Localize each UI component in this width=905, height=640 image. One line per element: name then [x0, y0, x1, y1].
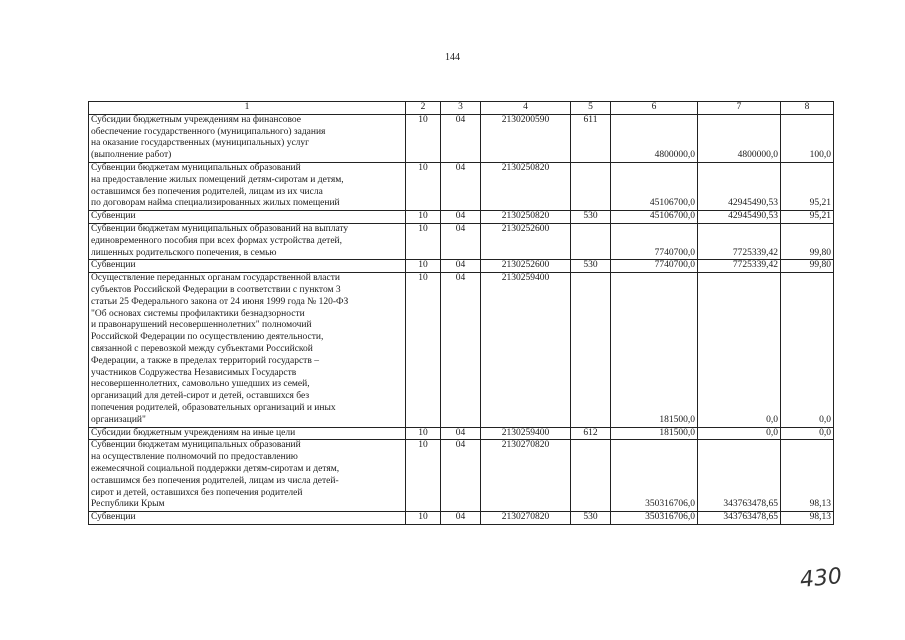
- description-line: обеспечение государственного (муниципального) задания: [91, 126, 326, 137]
- description-line: Республики Крым: [91, 499, 165, 510]
- table-row: [89, 114, 834, 162]
- executed-amount: 0,0: [698, 427, 781, 440]
- execution-percent: 100,0: [781, 114, 834, 162]
- description-line: статьи 25 Федерального закона от 24 июня 1999 года № 120-ФЗ: [91, 296, 349, 307]
- target-article-code: 2130259400: [481, 273, 571, 427]
- table-row: [89, 223, 834, 259]
- target-article-code: 2130252600: [481, 223, 571, 259]
- table-row: [89, 260, 834, 273]
- planned-amount: 4800000,0: [611, 114, 698, 162]
- description-line: оставшимся без попечения родителей, лицам из числа детей-: [91, 475, 339, 486]
- execution-percent: 95,21: [781, 211, 834, 224]
- executed-amount: 42945490,53: [698, 162, 781, 210]
- description-line: Субвенции бюджетам муниципальных образований: [91, 440, 301, 451]
- table-body: [89, 102, 834, 525]
- section-code: 10: [406, 114, 441, 162]
- description-line: Субсидии бюджетным учреждениям на финансовое: [91, 114, 301, 125]
- header-cell: 1: [89, 102, 406, 115]
- description-line: Субвенции бюджетам муниципальных образований на выплату: [91, 223, 349, 234]
- table-row: [89, 273, 834, 427]
- table-row: [89, 440, 834, 512]
- executed-amount: 7725339,42: [698, 223, 781, 259]
- description-line: субъектов Российской Федерации в соответствии с пунктом 3: [91, 284, 341, 295]
- description-line: Осуществление переданных органам государственной власти: [91, 273, 340, 284]
- description-line: и правонарушений несовершеннолетних" полномочий: [91, 320, 312, 331]
- page-number: 144: [445, 52, 460, 63]
- planned-amount: 181500,0: [611, 273, 698, 427]
- description-line: участников Содружества Независимых Государств: [91, 367, 297, 378]
- description-line: несовершеннолетних, самовольно ушедших из семей,: [91, 379, 310, 390]
- description-line: (выполнение работ): [91, 150, 172, 161]
- expense-type-code: 612: [571, 427, 611, 440]
- subsection-code: 04: [441, 223, 481, 259]
- description-line: на оказание государственных (муниципальных) услуг: [91, 138, 310, 149]
- description-line: Субвенции бюджетам муниципальных образований: [91, 162, 301, 173]
- description-line: на предоставление жилых помещений детям-сиротам и детям,: [91, 174, 344, 185]
- expense-type-code: [571, 162, 611, 210]
- subsection-code: 04: [441, 440, 481, 512]
- planned-amount: 45106700,0: [611, 211, 698, 224]
- description-line: единовременного пособия при всех формах устройства детей,: [91, 235, 343, 246]
- expense-type-code: 530: [571, 260, 611, 273]
- description-line: Российской Федерации по осуществлению деятельности,: [91, 332, 324, 343]
- planned-amount: 7740700,0: [611, 260, 698, 273]
- planned-amount: 350316706,0: [611, 440, 698, 512]
- subsection-code: 04: [441, 273, 481, 427]
- description-line: Субвенции: [91, 512, 136, 523]
- execution-percent: 0,0: [781, 273, 834, 427]
- target-article-code: 2130250820: [481, 162, 571, 210]
- section-code: 10: [406, 211, 441, 224]
- handwritten-page-number: 430: [798, 563, 844, 594]
- expense-type-code: 611: [571, 114, 611, 162]
- expense-type-code: 530: [571, 211, 611, 224]
- executed-amount: 343763478,65: [698, 440, 781, 512]
- target-article-code: 2130270820: [481, 512, 571, 525]
- subsection-code: 04: [441, 162, 481, 210]
- execution-percent: 95,21: [781, 162, 834, 210]
- row-description: [89, 427, 406, 440]
- description-line: по договорам найма специализированных жилых помещений: [91, 198, 340, 209]
- target-article-code: 2130252600: [481, 260, 571, 273]
- description-line: попечения родителей, образовательных организаций и иных: [91, 402, 336, 413]
- executed-amount: 7725339,42: [698, 260, 781, 273]
- executed-amount: 42945490,53: [698, 211, 781, 224]
- executed-amount: 0,0: [698, 273, 781, 427]
- execution-percent: 99,80: [781, 260, 834, 273]
- description-line: ежемесячной социальной поддержки детям-сиротам и детям,: [91, 463, 340, 474]
- planned-amount: 181500,0: [611, 427, 698, 440]
- description-line: организаций для детей-сирот и детей, оставшихся без: [91, 391, 310, 402]
- expense-type-code: [571, 223, 611, 259]
- description-line: Субсидии бюджетным учреждениям на иные цели: [91, 427, 296, 438]
- executed-amount: 4800000,0: [698, 114, 781, 162]
- section-code: 10: [406, 440, 441, 512]
- description-line: Федерации, а также в пределах территорий государств –: [91, 355, 319, 366]
- description-line: организаций": [91, 414, 146, 425]
- table-row: [89, 211, 834, 224]
- table-row: [89, 512, 834, 525]
- row-description: [89, 273, 406, 427]
- subsection-code: 04: [441, 211, 481, 224]
- row-description: [89, 162, 406, 210]
- target-article-code: 2130270820: [481, 440, 571, 512]
- description-line: Субвенции: [91, 211, 136, 222]
- expense-type-code: [571, 273, 611, 427]
- subsection-code: 04: [441, 114, 481, 162]
- target-article-code: 2130200590: [481, 114, 571, 162]
- row-description: [89, 512, 406, 525]
- header-cell: 2: [406, 102, 441, 115]
- description-line: "Об основах системы профилактики безнадзорности: [91, 308, 305, 319]
- description-line: оставшимся без попечения родителей, лицам из их числа: [91, 186, 323, 197]
- header-cell: 7: [698, 102, 781, 115]
- planned-amount: 350316706,0: [611, 512, 698, 525]
- execution-percent: 0,0: [781, 427, 834, 440]
- execution-percent: 98,13: [781, 440, 834, 512]
- section-code: 10: [406, 512, 441, 525]
- subsection-code: 04: [441, 260, 481, 273]
- section-code: 10: [406, 273, 441, 427]
- expense-type-code: 530: [571, 512, 611, 525]
- planned-amount: 45106700,0: [611, 162, 698, 210]
- header-cell: 5: [571, 102, 611, 115]
- header-row: [89, 102, 834, 115]
- section-code: 10: [406, 162, 441, 210]
- target-article-code: 2130259400: [481, 427, 571, 440]
- header-cell: 8: [781, 102, 834, 115]
- section-code: 10: [406, 427, 441, 440]
- execution-percent: 99,80: [781, 223, 834, 259]
- table-row: [89, 427, 834, 440]
- subsection-code: 04: [441, 512, 481, 525]
- budget-table: [88, 101, 834, 525]
- description-line: сирот и детей, оставшихся без попечения родителей: [91, 487, 303, 498]
- row-description: [89, 440, 406, 512]
- planned-amount: 7740700,0: [611, 223, 698, 259]
- section-code: 10: [406, 260, 441, 273]
- expense-type-code: [571, 440, 611, 512]
- row-description: [89, 211, 406, 224]
- description-line: на осуществление полномочий по предоставлению: [91, 452, 298, 463]
- target-article-code: 2130250820: [481, 211, 571, 224]
- execution-percent: 98,13: [781, 512, 834, 525]
- subsection-code: 04: [441, 427, 481, 440]
- header-cell: 4: [481, 102, 571, 115]
- section-code: 10: [406, 223, 441, 259]
- executed-amount: 343763478,65: [698, 512, 781, 525]
- header-cell: 6: [611, 102, 698, 115]
- description-line: лишенных родительского попечения, в семью: [91, 247, 277, 258]
- row-description: [89, 223, 406, 259]
- table-row: [89, 162, 834, 210]
- description-line: Субвенции: [91, 260, 136, 271]
- row-description: [89, 114, 406, 162]
- description-line: связанной с перевозкой между субъектами Российской: [91, 343, 313, 354]
- header-cell: 3: [441, 102, 481, 115]
- row-description: [89, 260, 406, 273]
